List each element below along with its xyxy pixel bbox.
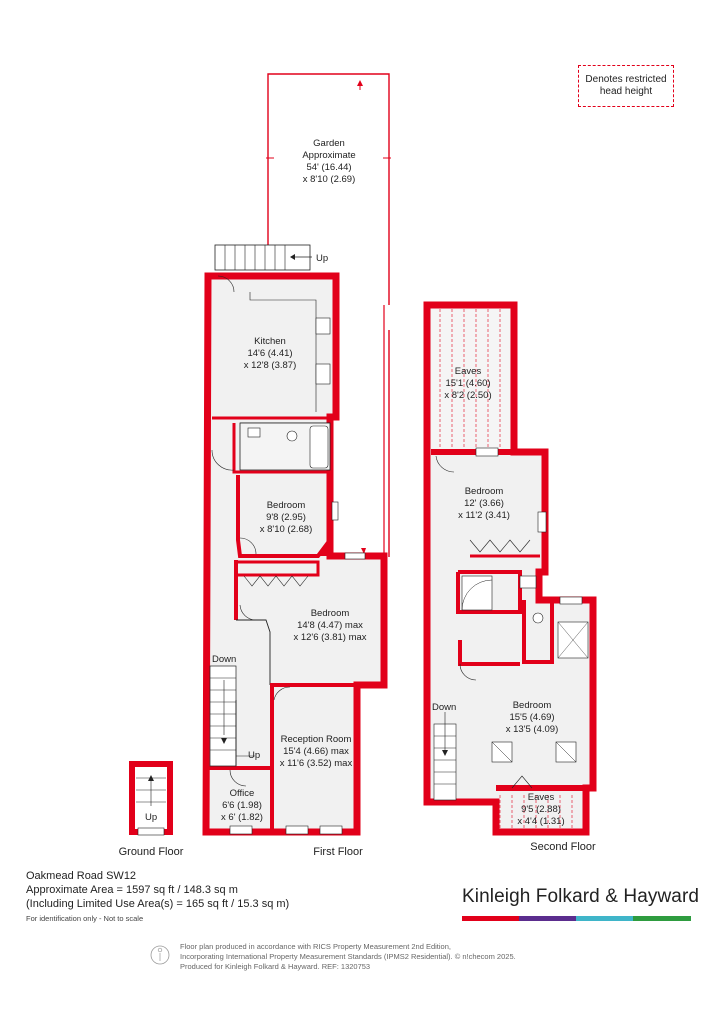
svg-text:x 11'6 (3.52) max: x 11'6 (3.52) max (279, 758, 353, 769)
svg-text:x 12'8 (3.87): x 12'8 (3.87) (243, 360, 297, 371)
svg-text:Kitchen: Kitchen (254, 336, 286, 347)
svg-text:Office: Office (229, 788, 255, 799)
footer-text (180, 942, 516, 972)
limited-use-area: (Including Limited Use Area(s) = 165 sq ft / 15.3 sq m) (26, 898, 290, 910)
svg-text:15'5 (4.69): 15'5 (4.69) (509, 712, 555, 723)
brand-bar-red (462, 916, 519, 921)
room-reception-label (280, 734, 353, 769)
restricted-height-legend (578, 65, 674, 107)
garden-stairs (215, 245, 312, 270)
room-garden-label (302, 138, 355, 185)
footer-line-2: Incorporating International Property Measurement Standards (IPMS2 Residential). © n!checom 2025. (180, 952, 516, 961)
approximate-area: Approximate Area = 1597 sq ft / 148.3 sq m (26, 884, 238, 896)
svg-text:12' (3.66): 12' (3.66) (464, 498, 504, 509)
svg-text:x 8'10 (2.69): x 8'10 (2.69) (302, 174, 356, 185)
svg-text:x 6' (1.82): x 6' (1.82) (221, 812, 263, 823)
svg-text:Reception Room: Reception Room (280, 734, 352, 745)
stair-up-garden-label: Up (316, 253, 329, 264)
svg-text:14'6 (4.41): 14'6 (4.41) (247, 348, 293, 359)
room-bedroom-second-main-label (506, 700, 559, 735)
identification-note: For identification only - Not to scale (26, 914, 144, 923)
svg-text:x 4'4 (1.31): x 4'4 (1.31) (517, 816, 565, 827)
svg-text:15'1 (4.60): 15'1 (4.60) (445, 378, 491, 389)
legend-line-1: Denotes restricted (585, 74, 667, 85)
ground-floor-label: Ground Floor (118, 846, 184, 858)
brand-bar-green (633, 916, 691, 921)
svg-text:14'8 (4.47) max: 14'8 (4.47) max (297, 620, 363, 631)
stair-up-ground-label: Up (145, 812, 158, 823)
svg-text:6'6 (1.98): 6'6 (1.98) (222, 800, 262, 811)
svg-text:x 8'2 (2.50): x 8'2 (2.50) (444, 390, 492, 401)
stair-down-second-label: Down (432, 702, 457, 713)
brand-bar-teal (576, 916, 633, 921)
svg-text:Bedroom: Bedroom (512, 700, 552, 711)
svg-text:Garden: Garden (313, 138, 345, 149)
room-bedroom-second-top-label (458, 486, 510, 521)
ground-floor-plan (132, 764, 170, 835)
svg-text:x 11'2 (3.41): x 11'2 (3.41) (458, 510, 510, 521)
svg-text:Eaves: Eaves (527, 792, 555, 803)
svg-text:Eaves: Eaves (454, 366, 482, 377)
svg-text:Bedroom: Bedroom (266, 500, 306, 511)
svg-text:15'4 (4.66) max: 15'4 (4.66) max (283, 746, 349, 757)
footer-line-3: Produced for Kinleigh Folkard & Hayward. REF: 1320753 (180, 962, 371, 971)
legend-line-2: head height (599, 86, 653, 97)
svg-text:54' (16.44): 54' (16.44) (306, 162, 352, 173)
footer-line-1: Floor plan produced in accordance with RICS Property Measurement 2nd Edition, (180, 942, 451, 951)
stair-up-first-label: Up (248, 750, 261, 761)
svg-text:Bedroom: Bedroom (310, 608, 350, 619)
svg-text:Approximate: Approximate (302, 150, 356, 161)
svg-text:9'5 (2.88): 9'5 (2.88) (521, 804, 561, 815)
first-floor-label: First Floor (313, 846, 363, 858)
svg-text:x 12'6 (3.81) max: x 12'6 (3.81) max (293, 632, 367, 643)
svg-text:x 8'10 (2.68): x 8'10 (2.68) (259, 524, 313, 535)
room-bedroom-first-small-label (260, 500, 313, 535)
stair-down-first-label: Down (212, 654, 237, 665)
brand-name: Kinleigh Folkard & Hayward (462, 886, 700, 907)
person-icon (151, 946, 169, 964)
svg-text:Bedroom: Bedroom (464, 486, 504, 497)
svg-text:x 13'5 (4.09): x 13'5 (4.09) (505, 724, 559, 735)
brand-bar-purple (519, 916, 576, 921)
svg-text:9'8 (2.95): 9'8 (2.95) (266, 512, 306, 523)
second-floor-label: Second Floor (530, 841, 596, 853)
property-address: Oakmead Road SW12 (26, 870, 137, 882)
